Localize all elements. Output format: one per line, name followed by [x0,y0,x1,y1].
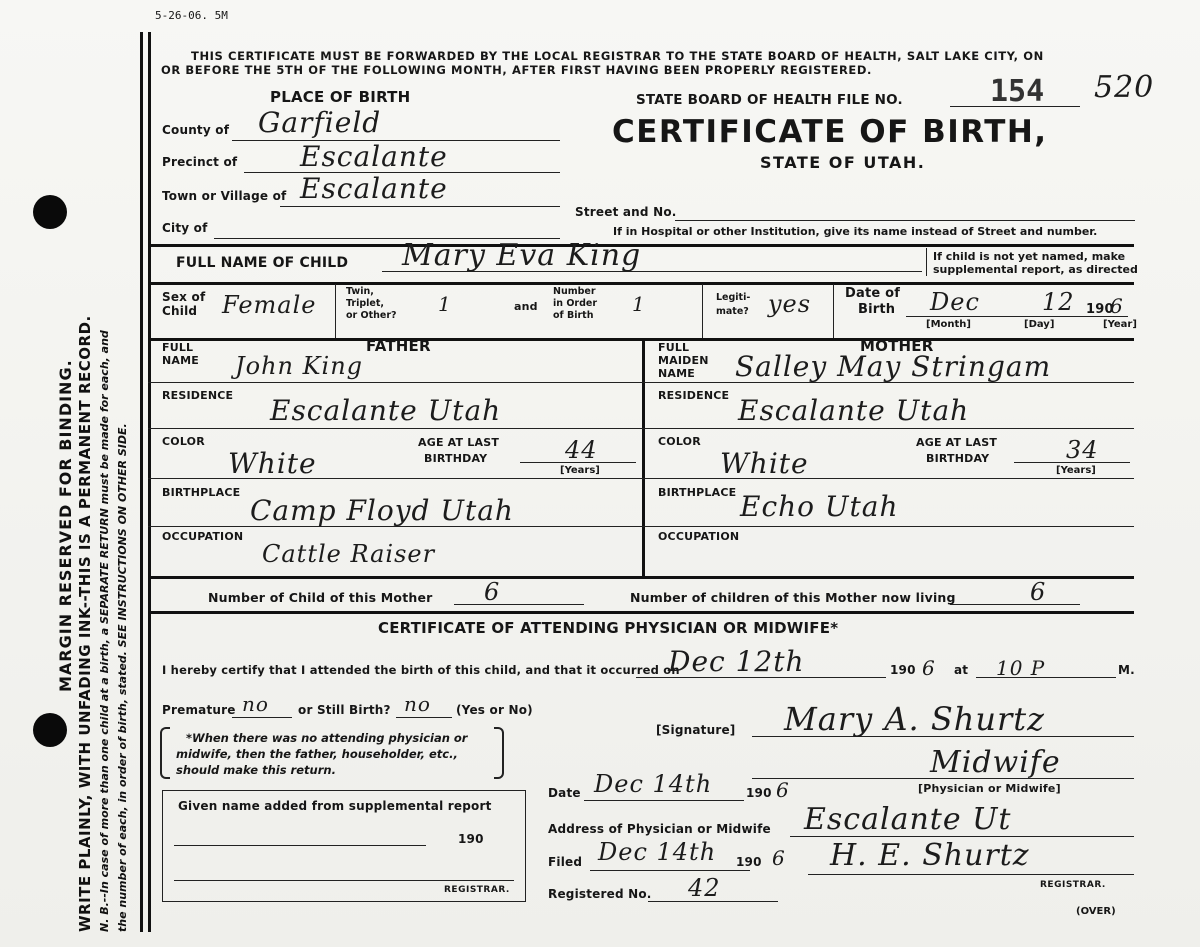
legitimate-label-1: Legiti- [716,292,751,303]
birth-year-suffix: 6 [1110,294,1124,318]
father-name: John King [235,352,364,380]
order-label-1: Number [553,286,596,297]
father-age-label-2: BIRTHDAY [424,452,488,465]
street-label: Street and No. [575,205,677,219]
living-value: 6 [1030,578,1047,606]
town-value: Escalante [300,172,448,205]
child-number-line [454,604,584,605]
signature-label: [Signature] [656,723,736,737]
attendant-note-bracket [160,727,170,779]
physician-address: Escalante Ut [804,802,1012,837]
filed-year-suffix: 6 [772,846,786,870]
file-number-label: STATE BOARD OF HEALTH FILE NO. [636,92,903,108]
occurred-time: 10 P [996,656,1046,680]
child-number-label: Number of Child of this Mother [208,590,433,605]
date-label: Date [548,786,581,800]
order-label-3: of Birth [553,310,594,321]
and-label: and [514,300,538,313]
father-full-label-1: FULL [162,341,194,354]
premature-line [232,717,292,718]
date-year-suffix: 6 [776,778,790,802]
birth-month-caption: [Month] [926,319,971,330]
living-line [950,604,1080,605]
twin-label-2: Triplet, [346,298,385,309]
father-residence-rule [148,428,642,429]
order-divider [702,284,703,338]
place-of-birth-heading: PLACE OF BIRTH [270,88,411,106]
father-occupation: Cattle Raiser [262,540,436,568]
birth-month: Dec [930,288,980,316]
father-residence: Escalante Utah [270,394,502,427]
attendant-note-line-2: midwife, then the father, householder, etc., [176,747,458,761]
filed-year-prefix: 190 [736,855,762,869]
registered-number: 42 [688,874,721,902]
mother-full-label-1: FULL [658,341,690,354]
sex-label-2: Child [162,304,198,318]
mother-birthplace: Echo Utah [740,490,899,523]
m-label: M. [1118,663,1135,677]
birth-day: 12 [1042,288,1075,316]
child-name-note-1: If child is not yet named, make [933,250,1126,263]
mother-color-rule [642,478,1134,479]
legitimate-divider [833,284,834,338]
rule-above-parents [148,338,1134,341]
role-caption: [Physician or Midwife] [918,782,1061,795]
form-code: 5-26-06. 5M [155,9,228,22]
hospital-note: If in Hospital or other Institution, give its name instead of Street and number. [613,225,1098,238]
order-value: 1 [632,292,646,316]
physician-certificate-heading: CERTIFICATE OF ATTENDING PHYSICIAN OR MIDWIFE* [378,619,839,637]
mother-age-label-1: AGE AT LAST [916,436,998,449]
father-color-rule [148,478,642,479]
child-full-name: Mary Eva King [402,238,642,273]
date-of-birth-label-1: Date of [845,286,901,301]
margin-ink-note: WRITE PLAINLY, WITH UNFADING INK--THIS IS A PERMANENT RECORD. [76,315,94,932]
order-label-2: in Order [553,298,598,309]
father-occupation-label: OCCUPATION [162,530,244,543]
occurred-year-prefix: 190 [890,663,916,677]
supplemental-heading: Given name added from supplemental report [178,799,492,813]
legitimate-label-2: mate? [716,306,749,317]
mother-residence-label: RESIDENCE [658,389,730,402]
sex-label-1: Sex of [162,290,206,304]
mother-residence: Escalante Utah [738,394,970,427]
sex-divider [335,284,336,338]
binding-hole-top [33,195,67,229]
mother-age: 34 [1066,436,1099,464]
attendant-note-line-1: *When there was no attending physician or [186,731,468,745]
margin-instructions-note: the number of each, in order of birth, stated. SEE INSTRUCTIONS ON OTHER SIDE. [116,423,129,932]
form-border-left [148,32,151,932]
rule-above-counts [148,576,1134,579]
forwarding-notice-line1: THIS CERTIFICATE MUST BE FORWARDED BY THE LOCAL REGISTRAR TO THE STATE BOARD OF HEALTH, SALT LAKE CITY, ON [191,49,1044,63]
attendant-note-bracket-right [494,727,504,779]
county-label: County of [162,123,230,137]
child-full-name-label: FULL NAME OF CHILD [176,255,349,271]
father-birthplace-rule [148,526,642,527]
county-value: Garfield [258,106,382,139]
town-line [280,206,560,207]
margin-rule [140,32,143,932]
father-heading: FATHER [366,337,431,355]
sex-value: Female [222,291,317,319]
registrar-signature-line [808,874,1134,875]
premature-label: Premature [162,703,236,717]
mother-color-label: COLOR [658,435,701,448]
city-label: City of [162,221,208,235]
twin-value: 1 [438,292,452,316]
margin-binding-note: MARGIN RESERVED FOR BINDING. [56,359,75,692]
occurred-year-suffix: 6 [922,656,936,680]
physician-signature: Mary A. Shurtz [784,700,1045,738]
physician-role: Midwife [930,745,1061,780]
twin-label-1: Twin, [346,286,374,297]
father-residence-label: RESIDENCE [162,389,234,402]
file-number-handwritten: 520 [1094,70,1155,105]
file-number-line [950,106,1080,107]
mother-age-label-2: BIRTHDAY [926,452,990,465]
mother-years-caption: [Years] [1056,465,1096,476]
father-years-caption: [Years] [560,465,600,476]
child-number-value: 6 [484,578,501,606]
forwarding-notice-line2: OR BEFORE THE 5TH OF THE FOLLOWING MONTH, AFTER FIRST HAVING BEEN PROPERLY REGISTERED. [161,63,872,77]
mother-birthplace-label: BIRTHPLACE [658,486,737,499]
mother-occupation-label: OCCUPATION [658,530,740,543]
rule-above-sex [148,282,1134,285]
supplemental-year-prefix: 190 [458,832,484,846]
file-number: 154 [990,74,1045,109]
still-birth-line [396,717,452,718]
date-of-birth-label-2: Birth [858,302,896,317]
registrar-caption: REGISTRAR. [1040,880,1106,890]
father-color: White [228,447,317,480]
mother-name-rule [642,382,1134,383]
town-label: Town or Village of [162,189,287,203]
filed-label: Filed [548,855,583,869]
father-full-label-2: NAME [162,354,199,367]
attendant-note-line-3: should make this return. [176,763,336,777]
supplemental-line-2 [174,880,514,881]
address-label: Address of Physician or Midwife [548,822,771,836]
supplemental-registrar-caption: REGISTRAR. [444,885,510,895]
still-birth-label: or Still Birth? [298,703,391,717]
mother-residence-rule [642,428,1134,429]
precinct-value: Escalante [300,140,448,173]
mother-full-label-3: NAME [658,367,695,380]
margin-separate-return-note: N. B.--In case of more than one child at a birth, a SEPARATE RETURN must be made for each, and [98,330,111,932]
father-birthplace-label: BIRTHPLACE [162,486,241,499]
birth-day-caption: [Day] [1024,319,1055,330]
mother-birthplace-rule [642,526,1134,527]
mother-full-label-2: MAIDEN [658,354,709,367]
at-label: at [954,663,969,677]
birth-year-prefix: 190 [1086,302,1114,317]
father-color-label: COLOR [162,435,205,448]
registered-number-label: Registered No. [548,887,652,901]
certificate-title: CERTIFICATE OF BIRTH, [612,114,1048,150]
yes-or-no-label: (Yes or No) [456,703,533,717]
date-line [584,800,744,801]
premature-value: no [242,692,269,716]
father-age-label-1: AGE AT LAST [418,436,500,449]
supplemental-line-1 [174,845,426,846]
physician-certify-text: I hereby certify that I attended the birth of this child, and that it occurred on [162,663,680,677]
precinct-label: Precinct of [162,155,238,169]
certificate-subtitle: STATE OF UTAH. [760,153,926,172]
filed-date: Dec 14th [598,838,717,866]
mother-name: Salley May Stringam [735,350,1052,383]
twin-label-3: or Other? [346,310,397,321]
physician-date: Dec 14th [594,770,713,798]
father-birthplace: Camp Floyd Utah [250,494,514,527]
parents-divider [642,338,645,576]
still-birth-value: no [404,692,431,716]
rule-above-physician [148,611,1134,614]
child-name-note-2: supplemental report, as directed [933,263,1138,276]
living-label: Number of children of this Mother now living [630,590,956,605]
registrar-signature: H. E. Shurtz [830,838,1030,873]
father-age: 44 [565,436,598,464]
filed-line [590,870,750,871]
legitimate-value: yes [768,290,812,318]
mother-color: White [720,447,809,480]
over-label: (OVER) [1076,906,1116,917]
occurred-date: Dec 12th [668,645,805,678]
date-year-prefix: 190 [746,786,772,800]
street-line [675,220,1135,221]
binding-hole-bottom [33,713,67,747]
father-name-rule [148,382,642,383]
mother-heading: MOTHER [860,337,934,355]
name-note-divider [926,248,927,276]
birth-year-caption: [Year] [1103,319,1137,330]
